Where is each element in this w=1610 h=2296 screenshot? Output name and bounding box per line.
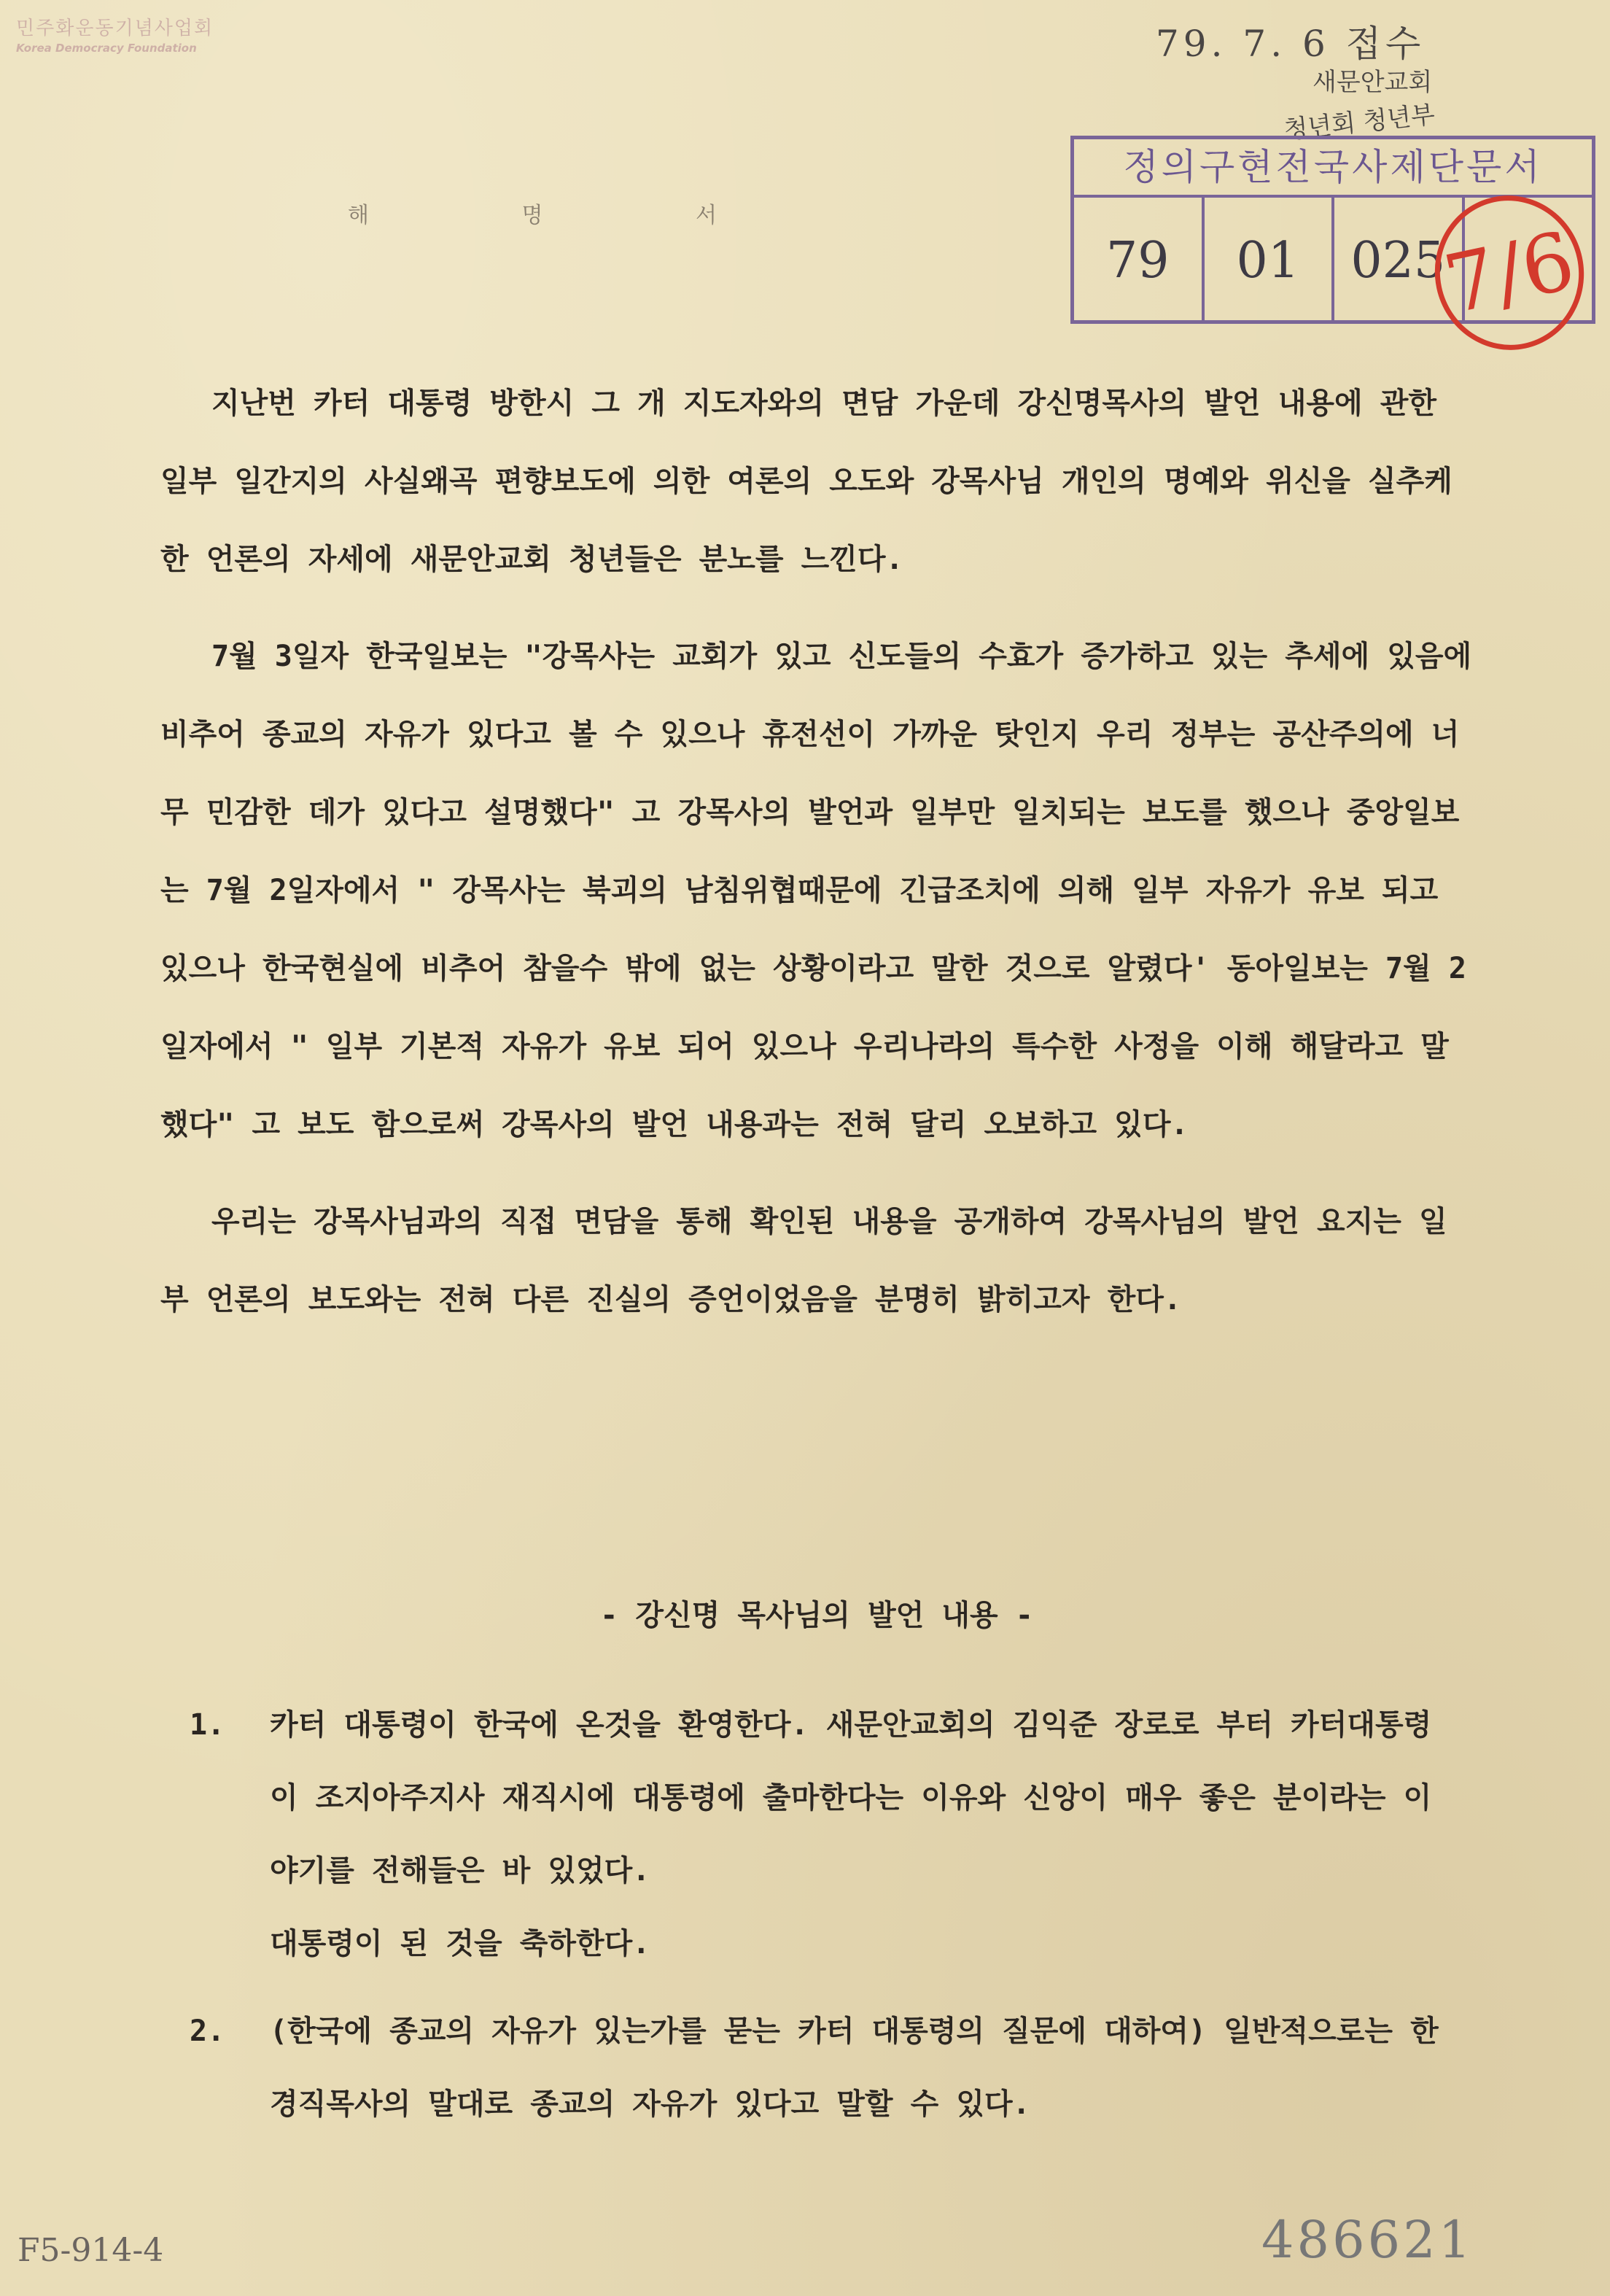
footer-number: 486621 [1261, 2210, 1474, 2270]
paragraph-2: 7월 3일자 한국일보는 "강목사는 교회가 있고 신도들의 수효가 증가하고 있는 추세에 있음에 비추어 종교의 자유가 있다고 볼 수 있으나 휴전선이 가까운 탓인지 우리 정부는 공산주의에 너무 민감한 데가 있다고 설명했다" 고 강목사의 발언과 일부만 일치되는 보도를 했으나 중앙일보는 7월 2일자에서 " 강목사는 북괴의 남침위협때문에 긴급조치에 의해 일부 자유가 유보 되고 있으나 한국현실에 비추어 참을수 밖에 없는 상황이라고 말한 것으로 알렸다' 동아일보는 7월 2일자에서 " 일부 기본적 자유가 유보 되어 있으나 우리나라의 특수한 사정을 이해 해달라고 말했다" 고 보도 함으로써 강목사의 발언 내용과는 전혀 달리 오보하고 있다. [160, 640, 1472, 1141]
item-number: 2. [190, 2014, 225, 2048]
item-text [270, 1688, 1473, 1980]
footer-code: F5-914-4 [18, 2232, 164, 2269]
list-item [160, 1995, 1473, 2141]
item-extra: 대통령이 된 것을 축하한다. [270, 1927, 650, 1960]
handwritten-note-2: 청년회 청년부 [1282, 100, 1436, 145]
stamp-series: 01 [1205, 198, 1335, 323]
item-body: (한국에 종교의 자유가 있는가를 묻는 카터 대통령의 질문에 대하여) 일반적으로는 한경직목사의 말대로 종교의 자유가 있다고 말할 수 있다. [270, 2014, 1439, 2121]
list-item [160, 1688, 1473, 1980]
archive-watermark [16, 13, 214, 55]
item-number: 1. [190, 1708, 225, 1742]
stamp-year: 79 [1074, 198, 1205, 323]
handwritten-note: 새문안교회 [1312, 68, 1433, 97]
statement-section [160, 1579, 1473, 2155]
watermark-english: Korea Democracy Foundation [16, 42, 197, 55]
item-body: 카터 대통령이 한국에 온것을 환영한다. 새문안교회의 김익준 장로로 부터 카터대통령이 조지아주지사 재직시에 대통령에 출마한다는 이유와 신앙이 매우 좋은 분이라는 이야기를 전해들은 바 있었다. [270, 1708, 1432, 1888]
red-circled-date: 7/6 [1420, 182, 1598, 364]
paragraph-1: 지난번 카터 대통령 방한시 그 개 지도자와의 면담 가운데 강신명목사의 발언 내용에 관한 일부 일간지의 사실왜곡 편향보도에 의한 여론의 오도와 강목사님 개인의 명예와 위신을 실추케한 언론의 자세에 새문안교회 청년들은 분노를 느낀다. [160, 387, 1452, 576]
section-heading: - 강신명 목사님의 발언 내용 - [600, 1599, 1033, 1632]
paragraph-3: 우리는 강목사님과의 직접 면담을 통해 확인된 내용을 공개하여 강목사님의 발언 요지는 일부 언론의 보도와는 전혀 다른 진실의 증언이었음을 분명히 밝히고자 한다. [160, 1205, 1447, 1316]
stamp-number: 025 [1334, 198, 1465, 323]
document-title: 해 명 서 [347, 203, 790, 228]
watermark-korean: 민주화운동기념사업회 [16, 18, 214, 39]
handwritten-date: 79. 7. 6 접수 [1156, 23, 1426, 65]
item-text [270, 1995, 1473, 2141]
stamp-title: 정의구현전국사제단문서 [1074, 139, 1592, 198]
document-body [160, 365, 1473, 1358]
